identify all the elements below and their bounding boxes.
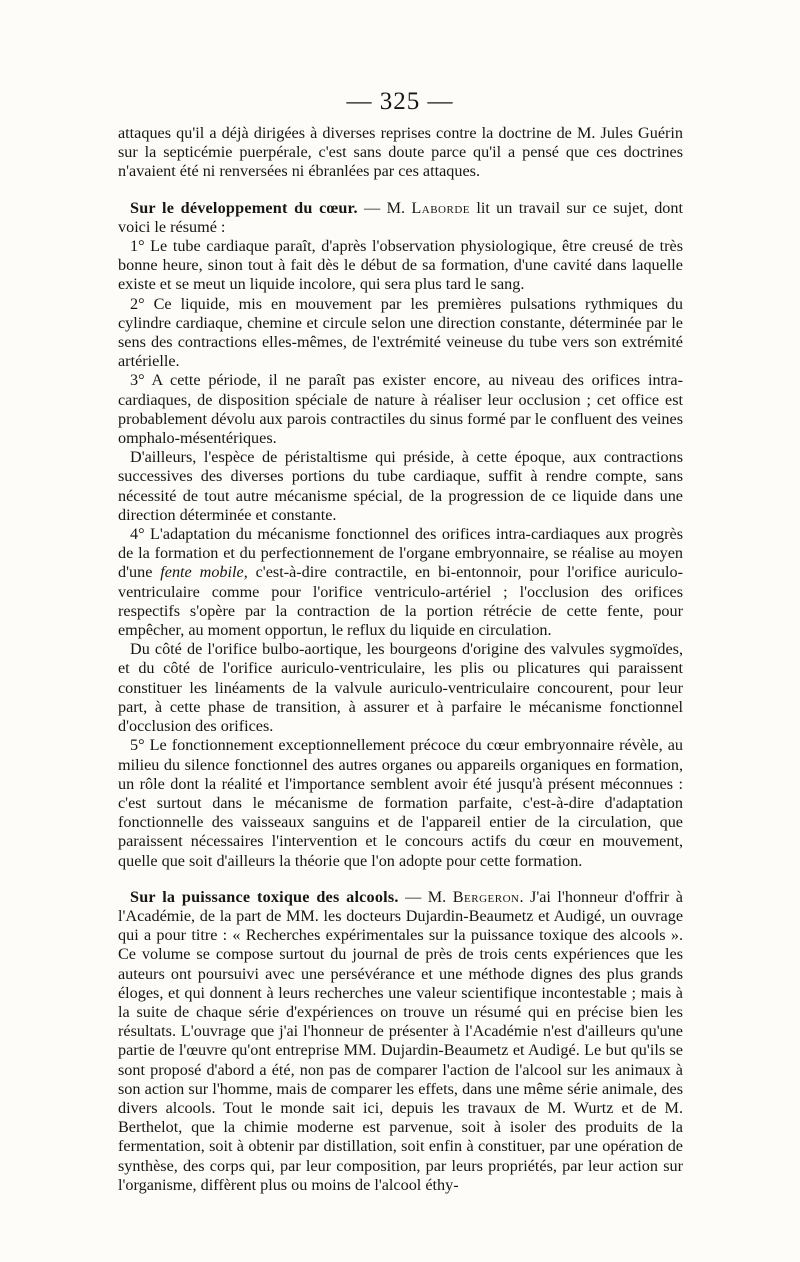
heart-lead-dash: — M. [357, 198, 412, 217]
heart-item-3: 3° A cette période, il ne paraît pas exister encore, au niveau des orifices intra-cardiaques, de disposition spéciale de nature à réaliser leur occlusion ; cet office est probablement dévolu aux parois contractiles du sinus formé par le confluent des veines omphalo-mésentériques. [118, 371, 683, 448]
intro-paragraph: attaques qu'il a déjà dirigées à diverses reprises contre la doctrine de M. Jules Guérin sur la septicémie puerpérale, c'est sans doute parce qu'il a pensé que ces doctrines n'avaient été ni renversées ni ébranlées par ces attaques. [118, 124, 683, 181]
heart-item-2: 2° Ce liquide, mis en mouvement par les premières pulsations rythmiques du cylindre cardiaque, chemine et circule selon une direction constante, déterminée par le sens des contractions elles-mêmes, de l'extrémité veineuse du tube vers son extrémité artérielle. [118, 294, 683, 371]
heart-lead-rest: lit un travail sur ce sujet, dont voici le résumé : [118, 198, 683, 236]
heart-item-4-emphasis: fente mobile [160, 563, 244, 582]
heart-item-4-before: 4° L'adaptation du mécanisme fonctionnel des orifices intra-cardiaques aux progrès de la formation et du perfectionnement de l'organe embryonnaire, se réalise au moyen d'une [118, 525, 683, 582]
heart-item-5: 5° Le fonctionnement exceptionnellement précoce du cœur embryonnaire révèle, au milieu du silence fonctionnel des autres organes ou appareils organiques en formation, un rôle dont la réalité et l'importance semblent avoir été jusqu'à présent méconnues : c'est surtout dans le mécanisme de formation parfaite, c'est-à-dire d'adaptation fonctionnelle des vaisseaux sanguins et de l'appareil entier de la circulation, que paraissent nécessaires l'intervention et le concours actifs du cœur en mouvement, quelle que soit d'ailleurs la théorie que l'on adopte pour cette formation. [118, 736, 683, 870]
heart-item-4 [118, 525, 683, 640]
alcohol-lead-dash: — M. [398, 887, 453, 906]
body-text [118, 124, 683, 1195]
heart-item-4-continued: Du côté de l'orifice bulbo-aortique, les bourgeons d'origine des valvules sygmoïdes, et du côté de l'orifice auriculo-ventriculaire, les plis ou plicatures qui paraissent constituer les linéaments de la valvule auriculo-ventriculaire concourent, pour leur part, à cette phase de transition, à assurer et à parfaire le mécanisme fonctionnel d'occlusion des orifices. [118, 640, 683, 736]
heart-item-4-after: , c'est-à-dire contractile, en bi-entonnoir, pour l'orifice auriculo-ventriculaire comme pour l'orifice ventriculo-artériel ; l'occlusion des orifices respectifs s'opère par la contraction de la portion rétrécie de cette fente, pour empêcher, au moment opportun, le reflux du liquide en circulation. [118, 563, 683, 640]
heart-item-3-continued: D'ailleurs, l'espèce de péristaltisme qui préside, à cette époque, aux contractions successives des diverses portions du tube cardiaque, suffit à rendre compte, sans nécessité de tout autre mécanisme spécial, de la progression de ce liquide dans une direction déterminée et constante. [118, 448, 683, 524]
alcohol-author: Bergeron [452, 887, 520, 906]
heart-section-lead [118, 199, 683, 237]
alcohol-text: . J'ai l'honneur d'offrir à l'Académie, de la part de MM. les docteurs Dujardin-Beaumetz et Audigé, un ouvrage qui a pour titre : « Recherches expérimentales sur la puissance toxique des alcools ». Ce volume se compose surtout du journal de près de trois cents expériences que les auteurs ont poursuivi avec une persévérance et une méthode dignes des plus grands éloges, et qui donnent à leurs recherches une valeur scientifique incontestable ; mais à la suite de chaque série d'expériences on trouve un résumé qui en précise bien les résultats. L'ouvrage que j'ai l'honneur de présenter à l'Académie n'est d'ailleurs qu'une partie de l'œuvre qu'ont entreprise MM. Dujardin-Beaumetz et Audigé. Le but qu'ils se sont proposé d'abord a été, non pas de comparer l'action de l'alcool sur les animaux à son action sur l'homme, mais de comparer les effets, dans une même série animale, des divers alcools. Tout le monde sait ici, depuis les travaux de M. Wurtz et de M. Berthelot, que la chimie moderne est parvenue, soit à isoler des produits de la fermentation, soit à obtenir par distillation, soit enfin à constituer, par une opération de synthèse, des corps qui, par leur composition, par leurs propriétés, par leur action sur l'organisme, diffèrent plus ou moins de l'alcool éthy- [118, 887, 683, 1194]
page-number: — 325 — [346, 88, 454, 115]
alcohol-section [118, 888, 683, 1195]
alcohol-section-heading: Sur la puissance toxique des alcools. [130, 887, 399, 906]
heart-section-heading: Sur le développement du cœur. [130, 198, 358, 217]
heart-item-1: 1° Le tube cardiaque paraît, d'après l'observation physiologique, être creusé de très bonne heure, sinon tout à fait dès le début de sa formation, d'une cavité dans laquelle existe et se meut un liquide incolore, qui sera plus tard le sang. [118, 237, 683, 294]
heart-author: Laborde [411, 198, 470, 217]
